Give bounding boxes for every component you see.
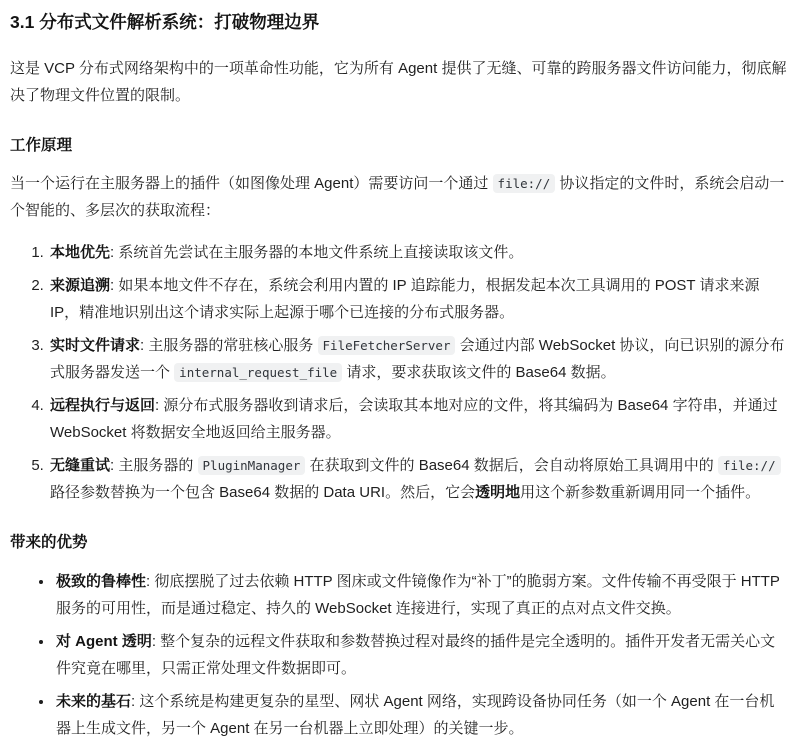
text-run: : 源分布式服务器收到请求后，会读取其本地对应的文件，将其编码为 Base64 字符串，并通过 WebSocket 将数据安全地返回给主服务器。 [50,397,778,442]
text-run: 在获取到文件的 Base64 数据后，会自动将原始工具调用中的 [305,457,718,475]
text-run: : 主服务器的常驻核心服务 [140,337,318,355]
text-run: 这是 VCP 分布式网络架构中的一项革命性功能，它为所有 Agent 提供了无缝、可靠的跨服务器文件访问能力，彻底解决了物理文件位置的限制。 [10,59,787,104]
text-run: : 如果本地文件不存在，系统会利用内置的 IP 追踪能力，根据发起本次工具调用的 POST 请求来源 IP，精准地识别出这个请求实际上起源于哪个已连接的分布式服务器。 [50,277,760,322]
steps-list [10,239,788,506]
text-run: 会通过内部 WebSocket 协议，向已识别的源分布式服务器发送一个 [50,337,785,382]
bold-text: 未来的基石 [56,692,132,710]
inline-code: PluginManager [198,456,306,475]
text-run: : 彻底摆脱了过去依赖 HTTP 图床或文件镜像作为“补丁”的脆弱方案。文件传输不再受限于 HTTP 服务的可用性，而是通过稳定、持久的 WebSocket 连接进行，实现了真正的点对点文件交换。 [56,572,780,617]
list-item [48,239,788,266]
text-run: : 这个系统是构建更复杂的星型、网状 Agent 网络，实现跨设备协同任务（如一个 Agent 在一台机器上生成文件，另一个 Agent 在另一台机器上立即处理）的关键一步。 [56,692,775,737]
text-run: 协议指定的文件时，系统会启动一个智能的、多层次的获取流程： [10,175,785,220]
page-title: 3.1 分布式文件解析系统：打破物理边界 [10,12,320,32]
bold-text: 透明地 [475,484,521,502]
inline-code: file:// [718,456,781,475]
bold-text: 来源追溯 [50,277,111,295]
bold-text: 极致的鲁棒性 [56,572,147,590]
advantages-list [10,568,788,742]
text-run: 用这个新参数重新调用同一个插件。 [520,484,761,502]
section-title-advantages: 带来的优势 [10,534,88,552]
text-run: 当一个运行在主服务器上的插件（如图像处理 Agent）需要访问一个通过 [10,175,493,193]
list-item [54,568,788,622]
text-run: : 主服务器的 [110,457,198,475]
lead-paragraph [10,170,788,224]
bold-text: 对 Agent 透明 [56,632,152,650]
text-run: 请求，要求获取该文件的 Base64 数据。 [342,364,616,382]
section-title-how-it-works: 工作原理 [10,136,73,154]
text-run: 路径参数替换为一个包含 Base64 数据的 Data URI。然后，它会 [50,484,476,502]
text-run: : 整个复杂的远程文件获取和参数替换过程对最终的插件是完全透明的。插件开发者无需关心文件究竟在哪里，只需正常处理文件数据即可。 [56,632,776,677]
bold-text: 实时文件请求 [50,337,141,355]
list-item [54,688,788,742]
list-item [48,332,788,386]
bold-text: 远程执行与返回 [50,397,156,415]
text-run: : 系统首先尝试在主服务器的本地文件系统上直接读取该文件。 [110,244,524,262]
inline-code: internal_request_file [174,363,342,382]
inline-code: FileFetcherServer [318,336,456,355]
list-item [48,452,788,506]
inline-code: file:// [493,174,556,193]
intro-paragraph [10,55,788,109]
list-item [48,392,788,446]
bold-text: 无缝重试 [50,457,111,475]
list-item [54,628,788,682]
list-item [48,272,788,326]
bold-text: 本地优先 [50,244,111,262]
